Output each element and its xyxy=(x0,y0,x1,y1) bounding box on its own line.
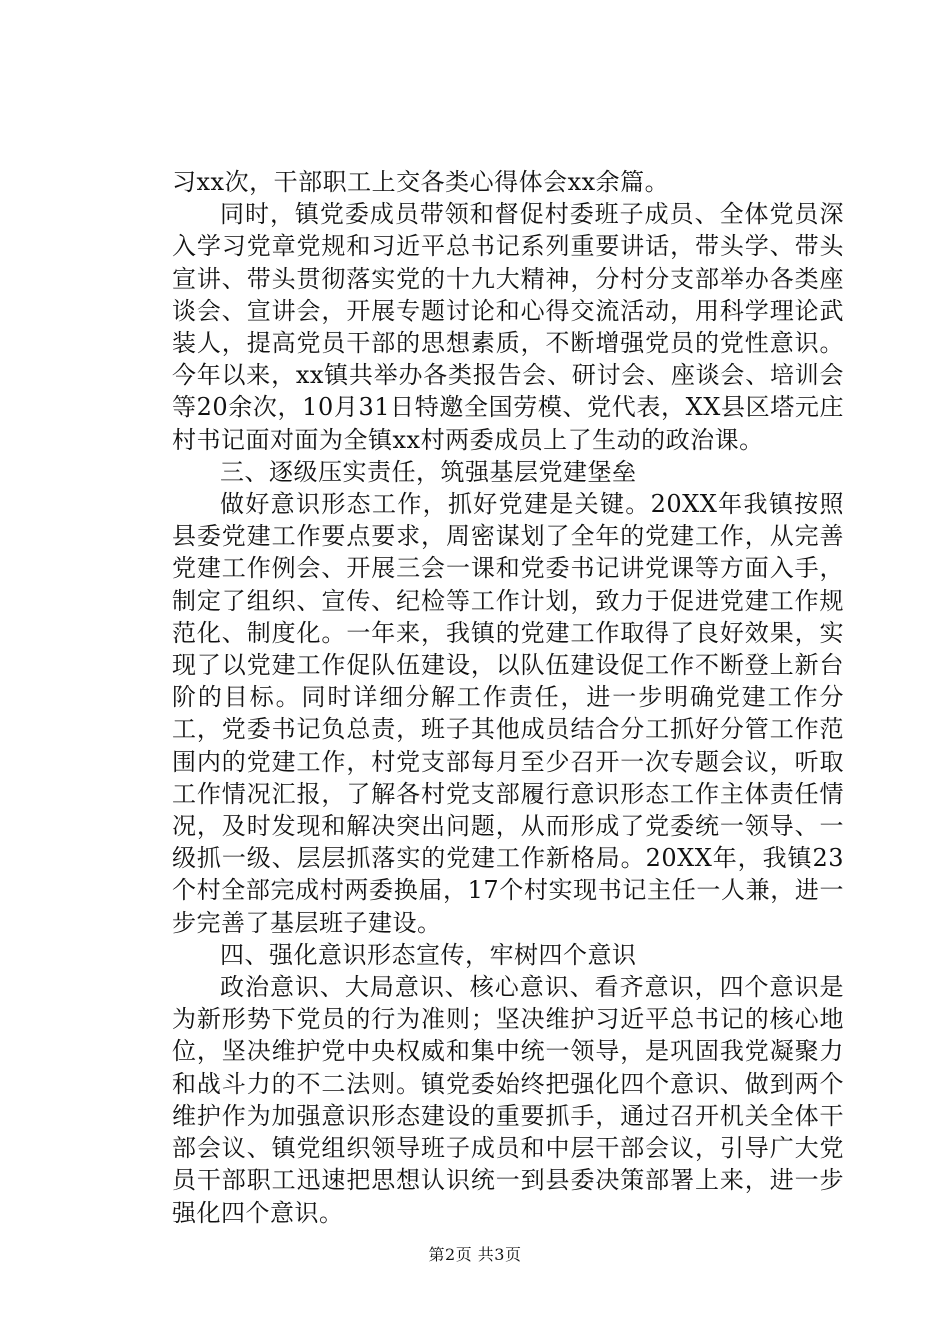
paragraph-study-activities: 同时，镇党委成员带领和督促村委班子成员、全体党员深入学习党章党规和习近平总书记系列重要讲话，带头学、带头宣讲、带头贯彻落实党的十九大精神，分村分支部举办各类座谈会、宣讲会，开展专题讨论和心得交流活动，用科学理论武装人，提高党员干部的思想素质，不断增强党员的党性意识。今年以来，xx镇共举办各类报告会、研讨会、座谈会、培训会等20余次，10月31日特邀全国劳模、党代表，XX县区塔元庄村书记面对面为全镇xx村两委成员上了生动的政治课。 xyxy=(172,200,844,454)
paragraph-party-building: 做好意识形态工作，抓好党建是关键。20XX年我镇按照县委党建工作要点要求，周密谋划了全年的党建工作，从完善党建工作例会、开展三会一课和党委书记讲党课等方面入手，制定了组织、宣传、纪检等工作计划，致力于促进党建工作规范化、制度化。一年来，我镇的党建工作取得了良好效果，实现了以党建工作促队伍建设，以队伍建设促工作不断登上新台阶的目标。同时详细分解工作责任，进一步明确党建工作分工，党委书记负总责，班子其他成员结合分工抓好分管工作范围内的党建工作，村党支部每月至少召开一次专题会议，听取工作情况汇报，了解各村党支部履行意识形态工作主体责任情况，及时发现和解决突出问题，从而形成了党委统一领导、一级抓一级、层层抓落实的党建工作新格局。20XX年，我镇23个村全部完成村两委换届，17个村实现书记主任一人兼，进一步完善了基层班子建设。 xyxy=(172,490,844,937)
document-body xyxy=(172,166,844,1229)
section-heading-three: 三、逐级压实责任，筑强基层党建堡垒 xyxy=(220,457,637,486)
section-heading-four: 四、强化意识形态宣传，牢树四个意识 xyxy=(220,940,637,969)
paragraph-four-consciousness: 政治意识、大局意识、核心意识、看齐意识，四个意识是为新形势下党员的行为准则；坚决维护习近平总书记的核心地位，坚决维护党中央权威和集中统一领导，是巩固我党凝聚力和战斗力的不二法则。镇党委始终把强化四个意识、做到两个维护作为加强意识形态建设的重要抓手，通过召开机关全体干部会议、镇党组织领导班子成员和中层干部会议，引导广大党员干部职工迅速把思想认识统一到县委决策部署上来，进一步强化四个意识。 xyxy=(172,973,844,1227)
paragraph-continuation: 习xx次，干部职工上交各类心得体会xx余篇。 xyxy=(172,168,670,196)
page-number-footer: 第2页 共3页 xyxy=(428,1245,522,1264)
